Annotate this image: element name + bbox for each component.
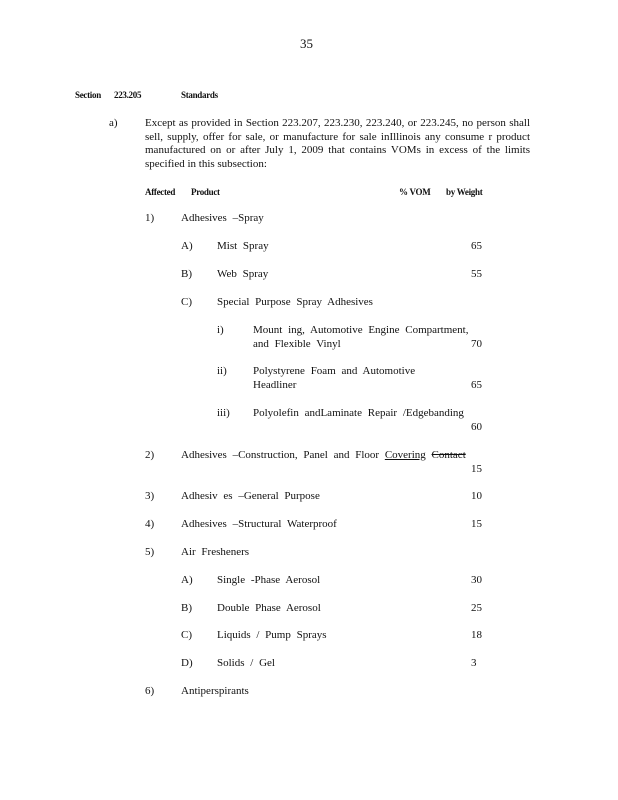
subsection-label: a)	[109, 117, 118, 129]
item-label: Special Purpose Spray Adhesives	[217, 296, 373, 308]
intro-paragraph: Except as provided in Section 223.207, 223.230, 223.240, or 223.245, no person shall sell, supply, offer for sale, or manufacture for sale inIllinois any consume r product manufactured on or after July 1, 2009 that contains VOMs in excess of the limits specified in this subsection:	[145, 117, 530, 170]
item-label: Air Fresheners	[181, 546, 250, 558]
item-label: Single -Phase Aerosol	[217, 574, 321, 586]
item-number: D)	[181, 657, 193, 669]
vom-value: 60	[471, 421, 482, 433]
section-label: Section	[75, 90, 101, 100]
vom-value: 65	[471, 379, 482, 391]
header-by-weight: by Weight	[446, 187, 483, 197]
item-label-line2: Headliner	[253, 379, 297, 391]
item-label: Adhesiv es –General Purpose	[181, 490, 320, 502]
vom-value: 15	[471, 463, 482, 475]
page-number: 35	[300, 36, 313, 51]
vom-value: 3	[471, 657, 477, 669]
inserted-text: Covering	[384, 449, 426, 461]
item-number: 5)	[145, 546, 155, 558]
item-label: Double Phase Aerosol	[217, 602, 321, 614]
section-number: 223.205	[114, 90, 142, 100]
vom-value: 70	[471, 338, 482, 350]
item-label: Polyolefin andLaminate Repair /Edgebanding	[253, 407, 464, 419]
item-label: Antiperspirants	[181, 685, 249, 697]
item-number: 2)	[145, 449, 155, 461]
label-main: Adhesives –Construction, Panel and Floor	[181, 449, 385, 461]
item-label	[181, 449, 466, 461]
section-title: Standards	[181, 90, 218, 100]
item-number: C)	[181, 296, 192, 308]
item-number: iii)	[217, 407, 230, 419]
item-label-line1: Mount ing, Automotive Engine Compartment,	[253, 324, 469, 336]
item-number: 6)	[145, 685, 155, 697]
item-label-line2: and Flexible Vinyl	[253, 338, 341, 350]
struck-text: Contact	[431, 449, 466, 461]
vom-value: 25	[471, 602, 482, 614]
item-label: Solids / Gel	[217, 657, 275, 669]
item-number: A)	[181, 240, 193, 252]
vom-value: 10	[471, 490, 482, 502]
item-label: Liquids / Pump Sprays	[217, 629, 327, 641]
item-number: ii)	[217, 365, 227, 377]
vom-value: 30	[471, 574, 482, 586]
item-number: 4)	[145, 518, 155, 530]
item-number: A)	[181, 574, 193, 586]
header-vom: % VOM	[399, 187, 431, 197]
item-label-line1: Polystyrene Foam and Automotive	[253, 365, 416, 377]
item-number: i)	[217, 324, 224, 336]
vom-value: 15	[471, 518, 482, 530]
item-number: 3)	[145, 490, 155, 502]
item-number: 1)	[145, 212, 155, 224]
item-number: C)	[181, 629, 192, 641]
item-number: B)	[181, 602, 192, 614]
item-label: Mist Spray	[217, 240, 269, 252]
header-product: Product	[191, 187, 220, 197]
item-number: B)	[181, 268, 192, 280]
vom-value: 65	[471, 240, 482, 252]
header-affected: Affected	[145, 187, 176, 197]
vom-value: 18	[471, 629, 482, 641]
item-label: Web Spray	[217, 268, 269, 280]
item-label: Adhesives –Spray	[181, 212, 264, 224]
item-label: Adhesives –Structural Waterproof	[181, 518, 337, 530]
vom-value: 55	[471, 268, 482, 280]
